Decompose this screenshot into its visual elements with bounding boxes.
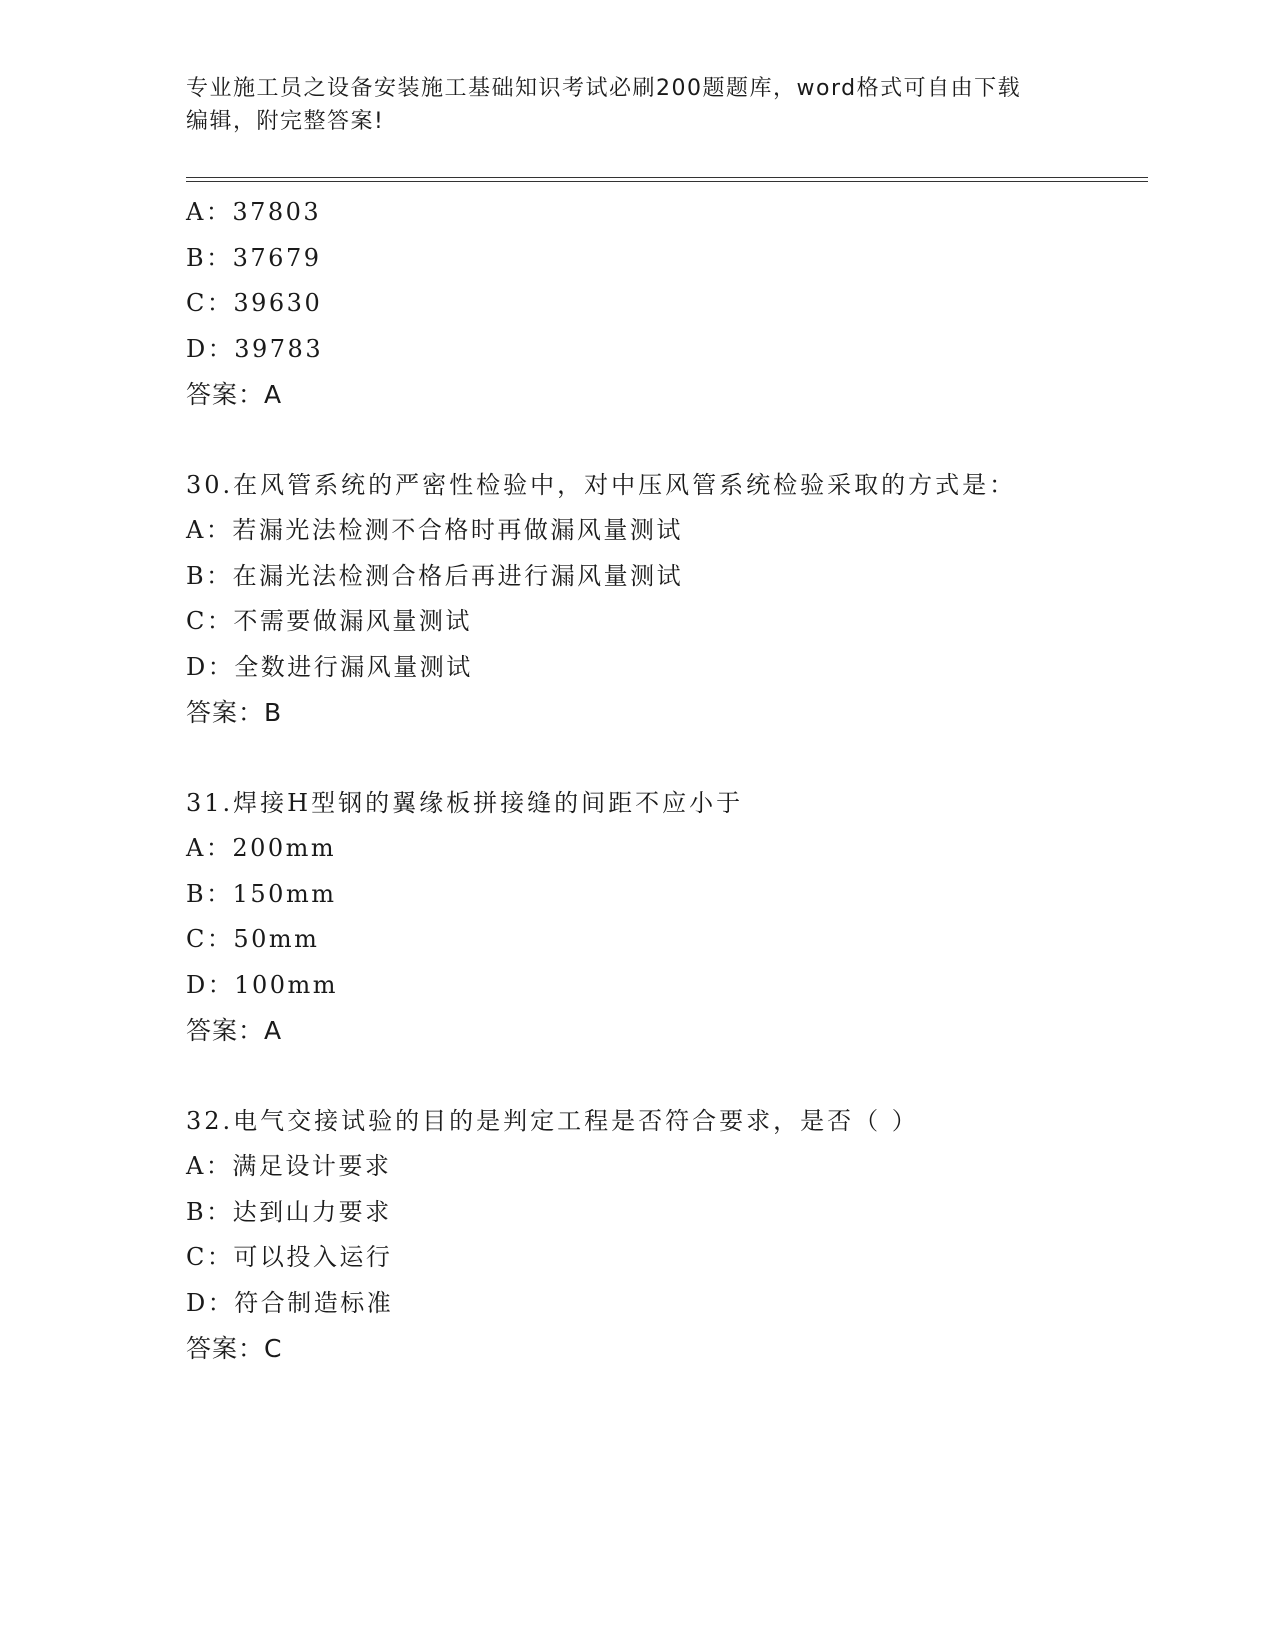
option-b: B：150mm (186, 879, 337, 908)
option-b: B：达到山力要求 (186, 1197, 392, 1226)
option-c: C：39630 (186, 289, 323, 317)
option-c: C：50mm (186, 925, 320, 953)
block-spacer (186, 418, 1146, 463)
option-c: C：不需要做漏风量测试 (186, 607, 472, 635)
option-c: C：可以投入运行 (186, 1243, 393, 1271)
question-stem: 31.焊接H型钢的翼缘板拼接缝的间距不应小于 (186, 788, 744, 817)
option-d: D：39783 (186, 334, 324, 363)
option-b: B：37679 (186, 243, 322, 272)
header-title-line-2: 编辑，附完整答案! (186, 109, 385, 134)
header-title-line-1: 专业施工员之设备安装施工基础知识考试必刷200题题库，word格式可自由下载 (186, 76, 1022, 101)
option-a: A：满足设计要求 (186, 1152, 392, 1180)
header-divider (186, 177, 1148, 182)
block-spacer (186, 736, 1146, 781)
option-list (186, 508, 1146, 690)
answer-line: 答案：B (186, 698, 283, 727)
question-stem: 30.在风管系统的严密性检验中，对中压风管系统检验采取的方式是： (186, 470, 1017, 499)
document-header (186, 72, 1086, 138)
option-d: D：符合制造标准 (186, 1288, 394, 1317)
option-d: D：100mm (186, 970, 339, 999)
question-block (186, 781, 1146, 1054)
option-a: A：若漏光法检测不合格时再做漏风量测试 (186, 516, 683, 544)
question-block (186, 1099, 1146, 1372)
option-a: A：200mm (186, 834, 337, 862)
question-stem: 32.电气交接试验的目的是判定工程是否符合要求，是否（ ） (186, 1106, 919, 1135)
answer-line: 答案：A (186, 1016, 283, 1045)
block-spacer (186, 1054, 1146, 1099)
option-b: B：在漏光法检测合格后再进行漏风量测试 (186, 561, 684, 590)
question-block (186, 463, 1146, 736)
option-list (186, 1144, 1146, 1326)
question-block (186, 190, 1146, 418)
option-d: D：全数进行漏风量测试 (186, 652, 473, 681)
answer-line: 答案：A (186, 380, 283, 409)
answer-line: 答案：C (186, 1334, 283, 1363)
question-list (186, 190, 1146, 1372)
option-list (186, 826, 1146, 1008)
option-list (186, 190, 1146, 372)
option-a: A：37803 (186, 198, 322, 226)
